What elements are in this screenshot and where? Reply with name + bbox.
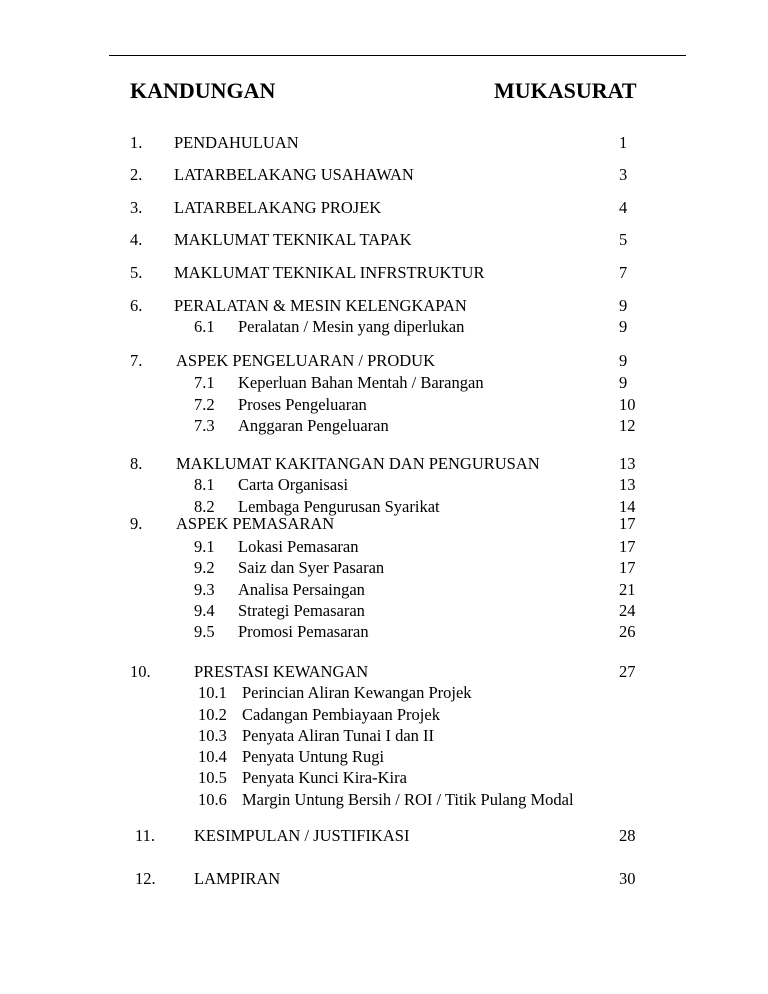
toc-entry-number: 10.6 — [198, 790, 227, 809]
toc-entry-page: 21 — [619, 580, 636, 599]
toc-entry-label: KESIMPULAN / JUSTIFIKASI — [194, 826, 410, 845]
toc-entry-number: 9. — [130, 514, 143, 533]
toc-entry-page: 9 — [619, 317, 628, 336]
toc-entry-label: LAMPIRAN — [194, 869, 281, 888]
toc-entry-page: 30 — [619, 869, 636, 888]
toc-entry-label: Penyata Untung Rugi — [242, 747, 385, 766]
toc-entry-page: 9 — [619, 351, 628, 370]
toc-entry-page: 9 — [619, 296, 628, 315]
toc-entry-label: MAKLUMAT KAKITANGAN DAN PENGURUSAN — [176, 454, 540, 473]
toc-entry-number: 3. — [130, 198, 143, 217]
toc-entry-number: 5. — [130, 263, 143, 282]
toc-entry-number: 8.1 — [194, 475, 215, 494]
toc-entry-label: ASPEK PEMASARAN — [176, 514, 335, 533]
toc-entry-label: Lokasi Pemasaran — [238, 537, 359, 556]
toc-entry-page: 17 — [619, 514, 636, 533]
toc-entry-label: ASPEK PENGELUARAN / PRODUK — [176, 351, 435, 370]
toc-entry-number: 7.1 — [194, 373, 215, 392]
toc-entry-number: 7.2 — [194, 395, 215, 414]
toc-entry-label: MAKLUMAT TEKNIKAL TAPAK — [174, 230, 412, 249]
toc-entry-number: 10.5 — [198, 768, 227, 787]
toc-entry-label: PENDAHULUAN — [174, 133, 299, 152]
toc-entry-label: Perincian Aliran Kewangan Projek — [242, 683, 472, 702]
toc-entry-page: 14 — [619, 497, 636, 516]
toc-entry-label: Saiz dan Syer Pasaran — [238, 558, 385, 577]
toc-entry-number: 7.3 — [194, 416, 215, 435]
toc-entry-number: 10. — [130, 662, 151, 681]
toc-entry-number: 4. — [130, 230, 143, 249]
toc-entry-label: Carta Organisasi — [238, 475, 349, 494]
toc-entry-label: PRESTASI KEWANGAN — [194, 662, 369, 681]
toc-entry-label: Penyata Kunci Kira-Kira — [242, 768, 407, 787]
toc-entry-label: Penyata Aliran Tunai I dan II — [242, 726, 435, 745]
toc-entry-label: Margin Untung Bersih / ROI / Titik Pulang Modal — [242, 790, 574, 809]
toc-title: KANDUNGAN — [130, 78, 276, 103]
toc-entry-number: 10.4 — [198, 747, 227, 766]
toc-entry-page: 3 — [619, 165, 628, 184]
toc-entry-page: 13 — [619, 454, 636, 473]
toc-entry-page: 17 — [619, 558, 636, 577]
page-column-heading: MUKASURAT — [494, 78, 637, 103]
toc-entry-number: 9.5 — [194, 622, 215, 641]
toc-entry-page: 10 — [619, 395, 636, 414]
toc-entry-label: Promosi Pemasaran — [238, 622, 369, 641]
toc-entry-number: 8.2 — [194, 497, 215, 516]
toc-entry-page: 4 — [619, 198, 628, 217]
toc-entry-page: 12 — [619, 416, 636, 435]
toc-entry-number: 1. — [130, 133, 143, 152]
toc-entry-number: 12. — [135, 869, 156, 888]
toc-entry-page: 7 — [619, 263, 628, 282]
toc-entry-label: LATARBELAKANG PROJEK — [174, 198, 382, 217]
toc-entry-page: 1 — [619, 133, 628, 152]
toc-entry-label: Anggaran Pengeluaran — [238, 416, 389, 435]
toc-entry-label: LATARBELAKANG USAHAWAN — [174, 165, 414, 184]
toc-entry-number: 10.2 — [198, 705, 227, 724]
toc-entry-number: 7. — [130, 351, 143, 370]
toc-entry-page: 27 — [619, 662, 636, 681]
toc-entry-page: 26 — [619, 622, 636, 641]
toc-entry-page: 17 — [619, 537, 636, 556]
toc-entry-number: 9.3 — [194, 580, 215, 599]
toc-entry-number: 10.1 — [198, 683, 227, 702]
toc-entry-label: Cadangan Pembiayaan Projek — [242, 705, 440, 724]
toc-entry-number: 9.1 — [194, 537, 215, 556]
toc-entry-label: Keperluan Bahan Mentah / Barangan — [238, 373, 484, 392]
toc-entry-number: 2. — [130, 165, 143, 184]
toc-entry-number: 9.2 — [194, 558, 215, 577]
toc-entry-label: Proses Pengeluaran — [238, 395, 367, 414]
toc-entry-number: 6.1 — [194, 317, 215, 336]
toc-entry-label: MAKLUMAT TEKNIKAL INFRSTRUKTUR — [174, 263, 485, 282]
toc-entry-page: 5 — [619, 230, 628, 249]
header-rule — [109, 55, 686, 56]
toc-entry-number: 9.4 — [194, 601, 215, 620]
toc-entry-page: 9 — [619, 373, 628, 392]
toc-entry-label: PERALATAN & MESIN KELENGKAPAN — [174, 296, 467, 315]
toc-entry-number: 8. — [130, 454, 143, 473]
toc-entry-label: Strategi Pemasaran — [238, 601, 365, 620]
toc-entry-page: 28 — [619, 826, 636, 845]
toc-entry-page: 24 — [619, 601, 636, 620]
toc-entry-number: 11. — [135, 826, 156, 845]
toc-entry-label: Peralatan / Mesin yang diperlukan — [238, 317, 465, 336]
toc-entry-label: Lembaga Pengurusan Syarikat — [238, 497, 440, 516]
toc-entry-number: 10.3 — [198, 726, 227, 745]
toc-entry-label: Analisa Persaingan — [238, 580, 365, 599]
toc-entry-page: 13 — [619, 475, 636, 494]
toc-entry-number: 6. — [130, 296, 143, 315]
